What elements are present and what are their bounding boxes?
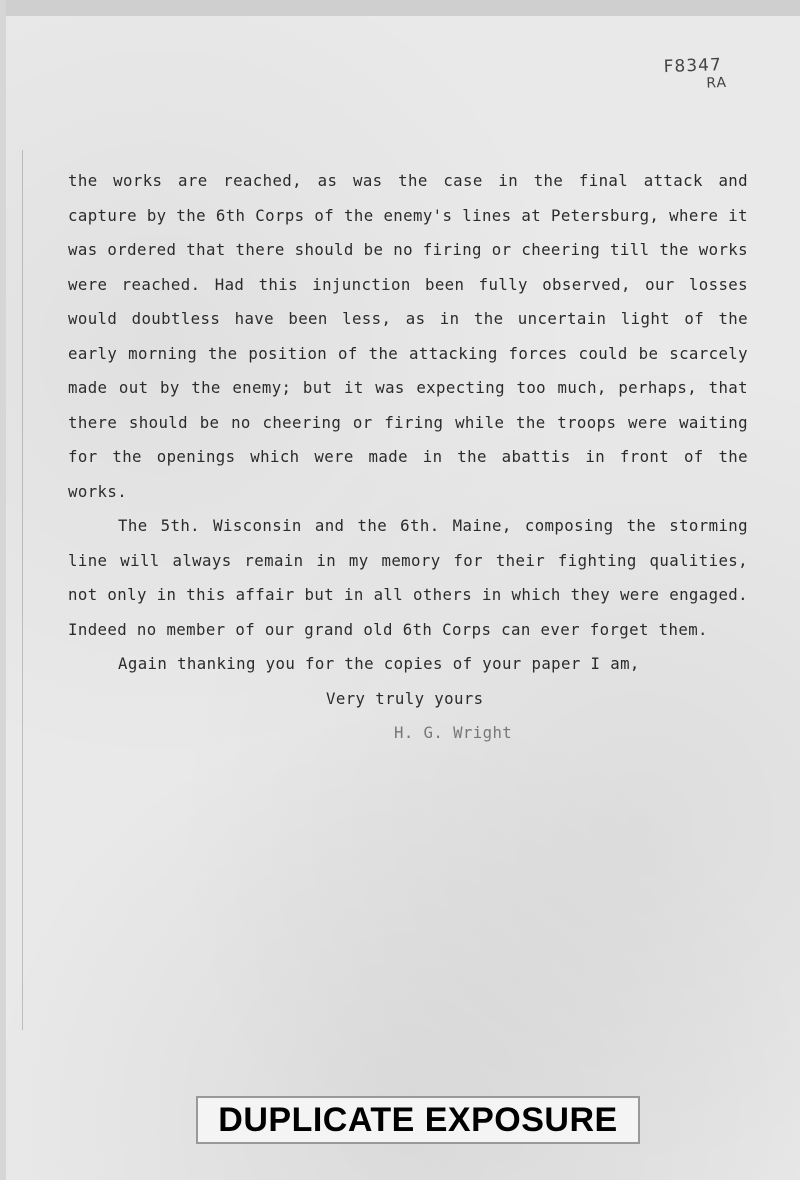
letter-body [68, 164, 748, 751]
letter-closing: Again thanking you for the copies of your paper I am, [118, 654, 640, 673]
margin-line [22, 150, 23, 1030]
archive-number: F8347 [663, 55, 723, 78]
complimentary-close: Very truly yours [326, 688, 484, 708]
archive-mark [663, 57, 727, 92]
letter-paragraph-1: the works are reached, as was the case in the final attack and capture by the 6th Corps of the enemy's lines at Petersburg, where it was ordered that there should be no firing or cheering till the works were reached. Had this injunction been fully observed, our losses would doubtless have been less, as in the uncertain light of the early morning the position of the attacking forces could be scarcely made out by the enemy; but it was expecting too much, perhaps, that there should be no cheering or firing while the troops were waiting for the openings which were made in the abattis in front of the works. [68, 171, 748, 501]
duplicate-exposure-stamp [196, 1096, 640, 1144]
scan-top-edge [0, 0, 800, 16]
scan-left-edge [0, 0, 6, 1180]
letter-paragraph-2: The 5th. Wisconsin and the 6th. Maine, composing the storming line will always remain in my memory for their fighting qualities, not only in this affair but in all others in which they were engaged. Indeed no member of our grand old 6th Corps can ever forget them. [68, 516, 748, 639]
archive-initials: RA [706, 74, 728, 92]
stamp-label: DUPLICATE EXPOSURE [218, 1100, 618, 1139]
signature: H. G. Wright [394, 723, 513, 742]
